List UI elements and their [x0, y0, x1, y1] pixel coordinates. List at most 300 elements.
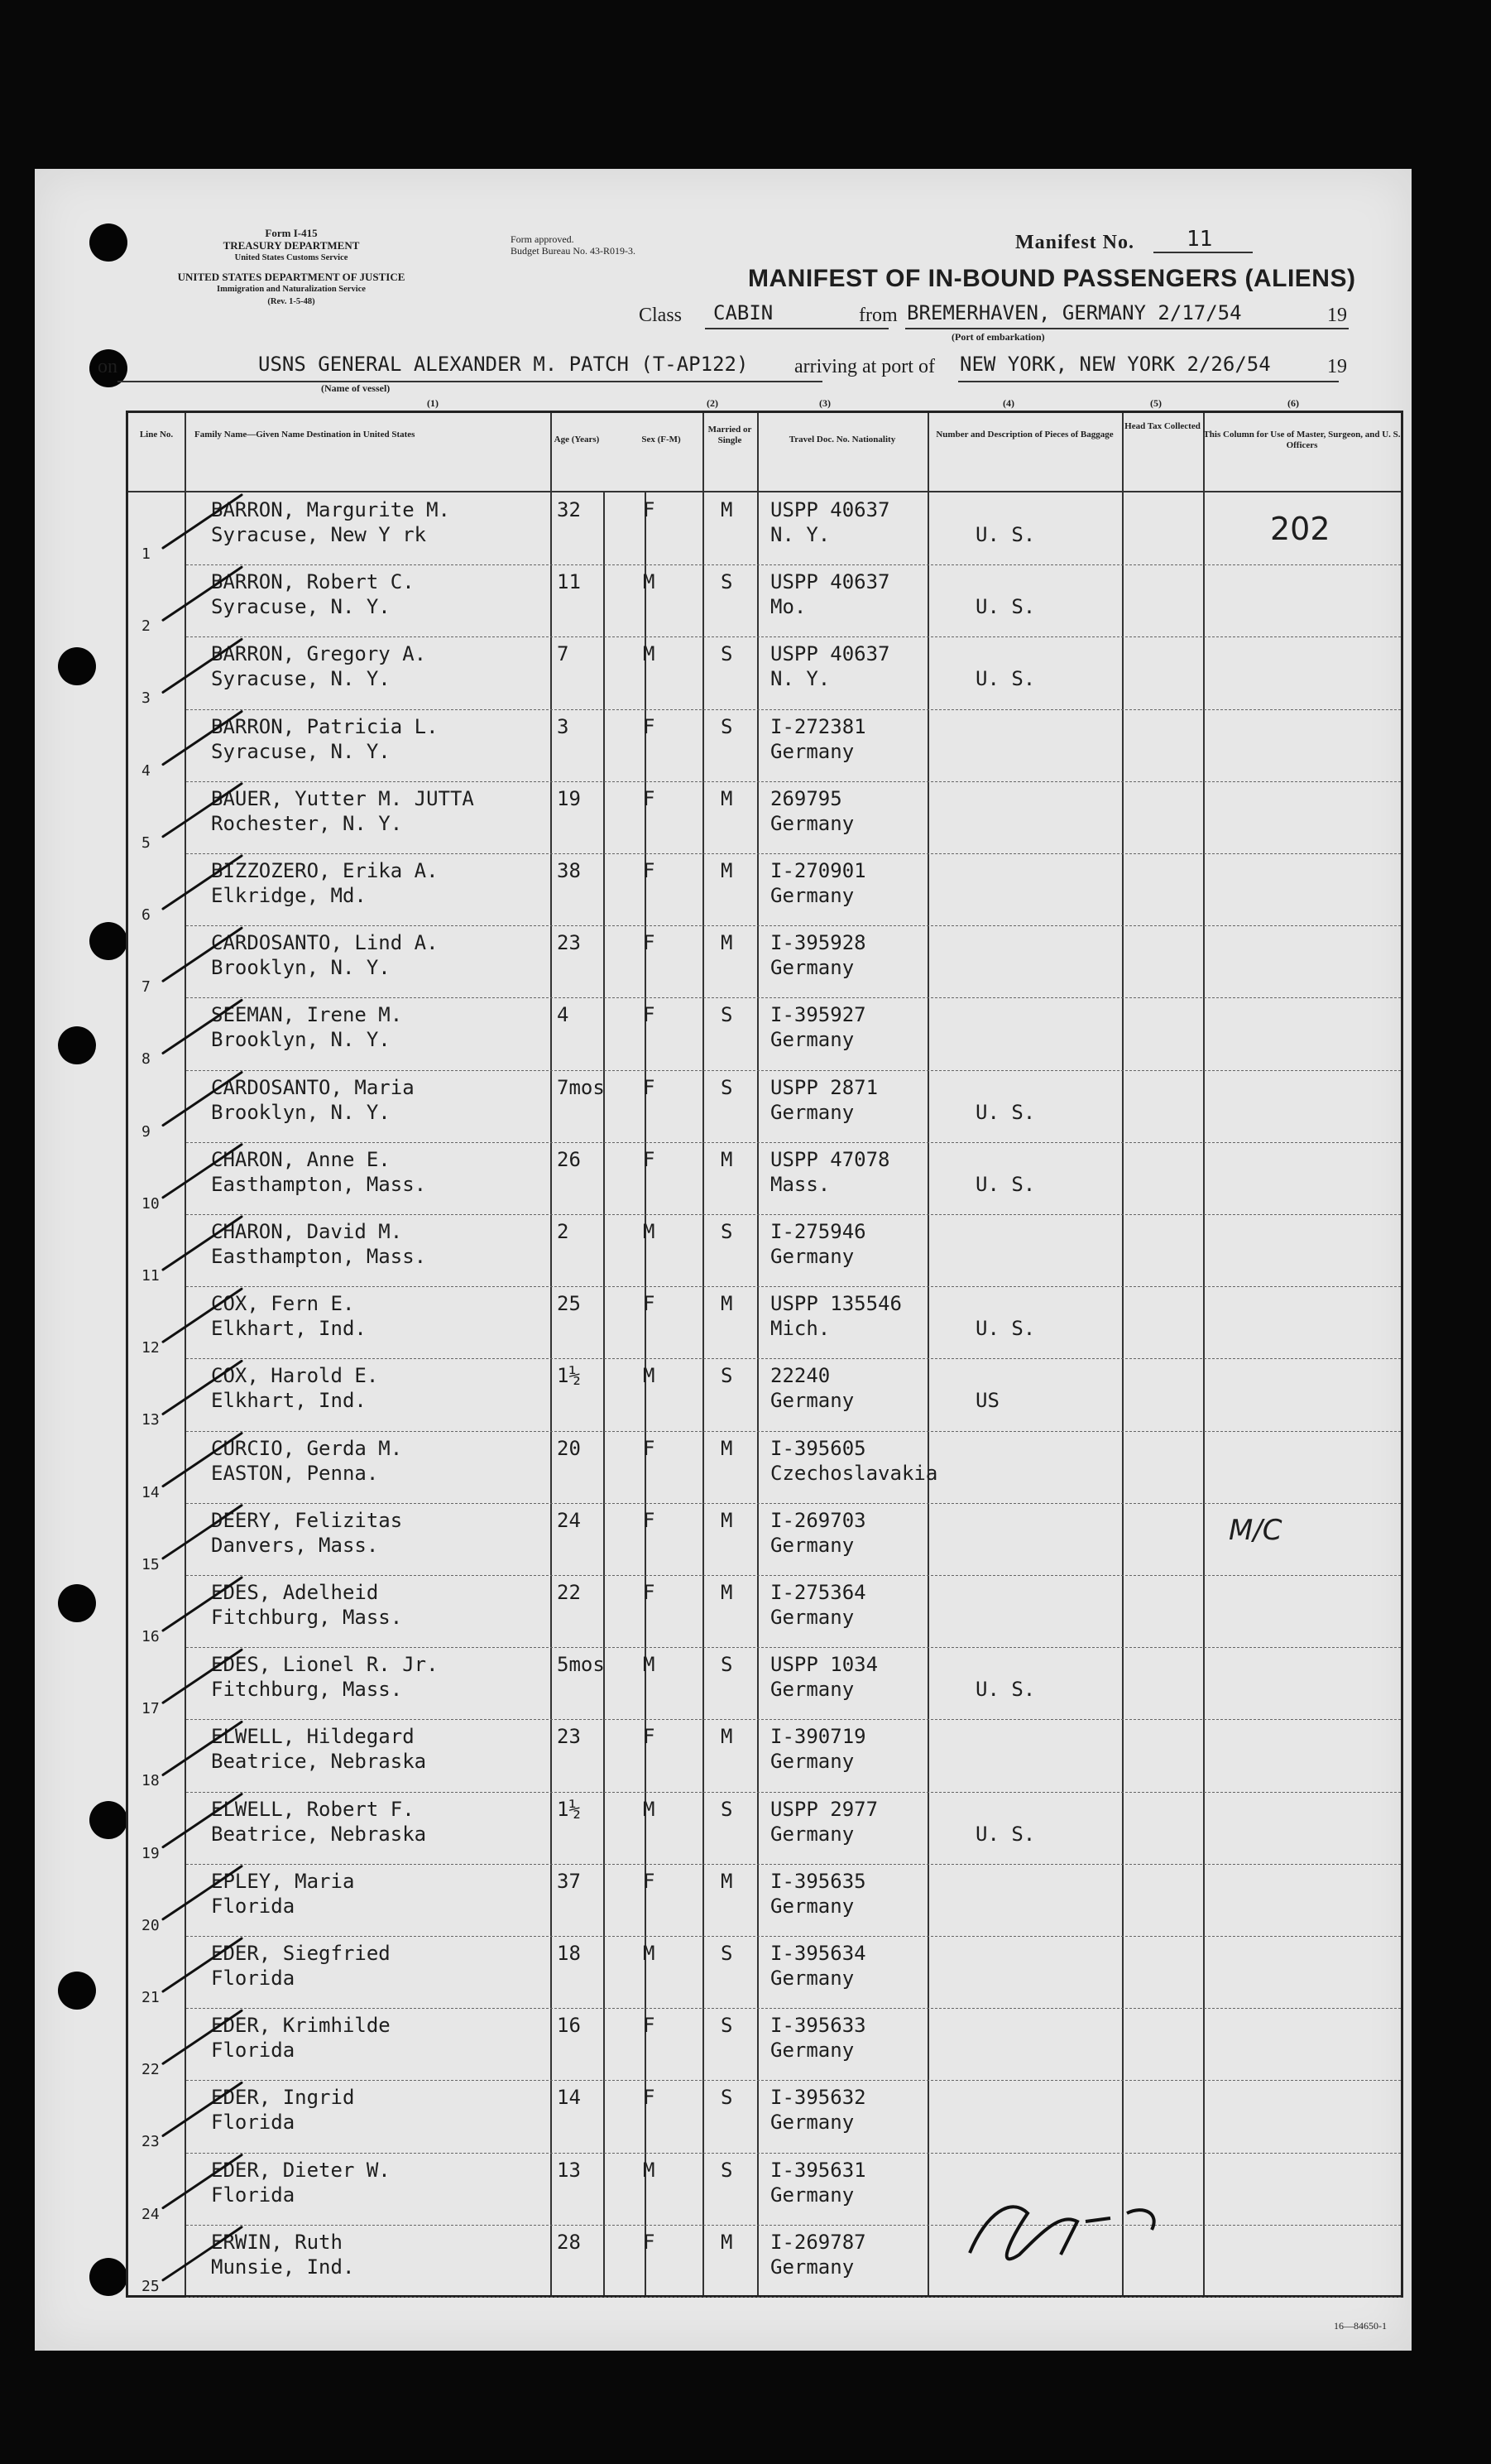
officer-number: 202 [1270, 511, 1330, 547]
binder-hole [58, 647, 96, 685]
line-number: 19 [141, 1844, 160, 1862]
nationality: Mo. [770, 595, 807, 619]
passenger-sex: M [643, 1797, 655, 1821]
row-separator [186, 1358, 1401, 1359]
nationality: Germany [770, 1606, 855, 1629]
col-header-sex: Sex (F-M) [641, 435, 681, 444]
nationality: Germany [770, 1967, 855, 1990]
passenger-age: 14 [557, 2086, 581, 2110]
passenger-name: ELWELL, Robert F. [211, 1797, 415, 1821]
passenger-sex: F [643, 2230, 655, 2254]
nationality: Germany [770, 956, 855, 980]
line-number: 18 [141, 1772, 160, 1790]
line-number: 12 [141, 1339, 160, 1357]
arrival-port: NEW YORK, NEW YORK 2/26/54 [960, 353, 1271, 376]
passenger-name: EDES, Lionel R. Jr. [211, 1653, 439, 1677]
line-number: 8 [141, 1050, 151, 1069]
col-divider [185, 413, 186, 2295]
ins-service: Immigration and Naturalization Service [217, 285, 366, 294]
row-separator [186, 1070, 1401, 1071]
marital-status: M [721, 859, 733, 882]
row-separator [186, 1719, 1401, 1720]
line-number: 16 [141, 1628, 160, 1645]
nationality: Germany [770, 1100, 855, 1124]
passenger-age: 24 [557, 1508, 581, 1532]
passenger-name: EDER, Krimhilde [211, 2014, 391, 2038]
col-num-1: (1) [427, 397, 439, 409]
marital-status: M [721, 931, 733, 955]
passenger-name: BARRON, Margurite M. [211, 498, 450, 521]
class-underline [705, 328, 889, 329]
passenger-age: 25 [557, 1292, 581, 1316]
col-header-name: Family Name—Given Name Destination in United States [194, 430, 415, 439]
col-header-officers: This Column for Use of Master, Surgeon, and U. S. Officers [1203, 430, 1401, 450]
travel-doc-number: USPP 2871 [770, 1075, 879, 1099]
marital-status: S [721, 1942, 733, 1965]
passenger-name: CARDOSANTO, Maria [211, 1075, 415, 1099]
passenger-sex: F [643, 1725, 655, 1749]
marital-status: M [721, 1292, 733, 1316]
form-revision: (Rev. 1-5-48) [267, 297, 315, 306]
passenger-destination: Elkhart, Ind. [211, 1317, 367, 1341]
passenger-name: ERWIN, Ruth [211, 2230, 343, 2254]
nationality: Germany [770, 811, 855, 835]
passenger-sex: F [643, 498, 655, 521]
travel-doc-number: I-275364 [770, 1581, 866, 1604]
travel-doc-number: 269795 [770, 786, 842, 810]
line-number: 10 [141, 1194, 160, 1213]
baggage-description: U. S. [976, 1678, 1036, 1702]
travel-doc-number: I-395632 [770, 2086, 866, 2110]
passenger-age: 37 [557, 1869, 581, 1893]
passenger-name: BARRON, Robert C. [211, 570, 415, 594]
customs-service: United States Customs Service [234, 253, 348, 262]
row-separator [186, 709, 1401, 710]
marital-status: S [721, 1364, 733, 1388]
col-num-2: (2) [707, 397, 718, 409]
manifest-no-label: Manifest No. [1015, 232, 1134, 253]
passenger-sex: F [643, 714, 655, 738]
travel-doc-number: I-395634 [770, 1942, 866, 1965]
line-number: 17 [141, 1700, 160, 1718]
passenger-destination: Elkridge, Md. [211, 884, 367, 907]
col-divider [550, 413, 552, 2295]
col-divider [1122, 413, 1124, 2295]
passenger-age: 13 [557, 2158, 581, 2182]
travel-doc-number: 22240 [770, 1364, 831, 1388]
nationality: Mich. [770, 1317, 831, 1341]
binder-hole [89, 1801, 127, 1839]
passenger-name: CARDOSANTO, Lind A. [211, 931, 439, 955]
marital-status: S [721, 1797, 733, 1821]
row-separator [186, 1575, 1401, 1576]
passenger-name: COX, Fern E. [211, 1292, 355, 1316]
binder-hole [89, 2258, 127, 2296]
passenger-name: CHARON, David M. [211, 1220, 403, 1243]
marital-status: S [721, 2086, 733, 2110]
passenger-destination: Beatrice, Nebraska [211, 1750, 427, 1774]
binder-hole [89, 922, 127, 960]
manifest-page [35, 169, 1412, 2351]
travel-doc-number: I-275946 [770, 1220, 866, 1243]
passenger-destination: Brooklyn, N. Y. [211, 1028, 391, 1052]
col-header-married: Married or Single [707, 425, 752, 445]
line-number: 4 [141, 761, 151, 780]
passenger-name: EPLEY, Maria [211, 1869, 355, 1893]
passenger-sex: M [643, 2158, 655, 2182]
row-separator [186, 636, 1401, 637]
marital-status: M [721, 786, 733, 810]
nationality: Czechoslavakia [770, 1461, 938, 1485]
passenger-destination: Florida [211, 2111, 295, 2135]
header-divider [128, 491, 1401, 492]
nationality: Germany [770, 1750, 855, 1774]
passenger-name: DEERY, Felizitas [211, 1508, 403, 1532]
form-number: Form I-415 [265, 227, 318, 239]
passenger-name: EDER, Dieter W. [211, 2158, 391, 2182]
col-header-baggage: Number and Description of Pieces of Baggage [936, 430, 1114, 439]
travel-doc-number: USPP 2977 [770, 1797, 879, 1821]
row-separator [186, 2080, 1401, 2081]
passenger-sex: F [643, 1292, 655, 1316]
nationality: Mass. [770, 1172, 831, 1196]
line-number: 20 [141, 1916, 160, 1934]
passenger-destination: Beatrice, Nebraska [211, 1822, 427, 1846]
row-separator [186, 1647, 1401, 1648]
line-number: 3 [141, 689, 151, 708]
row-separator [186, 1431, 1401, 1432]
nationality: Germany [770, 884, 855, 907]
marital-status: S [721, 2014, 733, 2038]
from-value: BREMERHAVEN, GERMANY 2/17/54 [907, 301, 1242, 324]
passenger-sex: F [643, 931, 655, 955]
agency-header [126, 227, 457, 308]
nationality: Germany [770, 2111, 855, 2135]
passenger-age: 4 [557, 1003, 569, 1027]
travel-doc-number: I-269703 [770, 1508, 866, 1532]
line-number: 9 [141, 1122, 151, 1141]
passenger-destination: Easthampton, Mass. [211, 1245, 427, 1268]
travel-doc-number: USPP 135546 [770, 1292, 902, 1316]
passenger-name: SEEMAN, Irene M. [211, 1003, 403, 1027]
passenger-sex: F [643, 1147, 655, 1171]
passenger-sex: F [643, 1581, 655, 1604]
passenger-sex: F [643, 1436, 655, 1460]
nationality: Germany [770, 1389, 855, 1413]
marital-status: S [721, 1003, 733, 1027]
row-separator [186, 997, 1401, 998]
nationality: Germany [770, 2183, 855, 2207]
passenger-age: 16 [557, 2014, 581, 2038]
justice-dept: UNITED STATES DEPARTMENT OF JUSTICE [177, 271, 405, 283]
port-embark-caption: (Port of embarkation) [952, 331, 1045, 343]
passenger-name: BARRON, Gregory A. [211, 642, 427, 666]
marital-status: M [721, 1581, 733, 1604]
col-header-line: Line No. [139, 430, 174, 439]
passenger-sex: F [643, 2014, 655, 2038]
passenger-destination: Easthampton, Mass. [211, 1172, 427, 1196]
binder-hole [89, 223, 127, 262]
vessel-underline [117, 381, 822, 382]
travel-doc-number: I-395928 [770, 931, 866, 955]
travel-doc-number: I-390719 [770, 1725, 866, 1749]
passenger-name: BAUER, Yutter M. JUTTA [211, 786, 474, 810]
row-separator [186, 2225, 1401, 2226]
travel-doc-number: I-395635 [770, 1869, 866, 1893]
passenger-sex: M [643, 1364, 655, 1388]
passenger-age: 7mos [557, 1075, 605, 1099]
passenger-sex: F [643, 786, 655, 810]
row-separator [186, 853, 1401, 854]
travel-doc-number: I-395927 [770, 1003, 866, 1027]
officer-handwritten-note: M/C [1229, 1514, 1282, 1547]
passenger-name: BIZZOZERO, Erika A. [211, 859, 439, 882]
passenger-age: 1½ [557, 1364, 581, 1388]
row-separator [186, 564, 1401, 565]
marital-status: S [721, 1653, 733, 1677]
nationality: Germany [770, 739, 855, 763]
passenger-sex: F [643, 1075, 655, 1099]
passenger-age: 38 [557, 859, 581, 882]
col-divider [603, 492, 605, 2295]
passenger-destination: Florida [211, 2183, 295, 2207]
nationality: Germany [770, 1894, 855, 1918]
passenger-destination: Brooklyn, N. Y. [211, 956, 391, 980]
row-separator [186, 925, 1401, 926]
line-number: 6 [141, 906, 151, 924]
baggage-description: U. S. [976, 523, 1036, 546]
nationality: Germany [770, 1028, 855, 1052]
passenger-age: 23 [557, 931, 581, 955]
line-number: 13 [141, 1411, 160, 1429]
passenger-name: BARRON, Patricia L. [211, 714, 439, 738]
col-header-travel-doc: Travel Doc. No. Nationality [789, 435, 896, 444]
passenger-name: ELWELL, Hildegard [211, 1725, 415, 1749]
passenger-age: 19 [557, 786, 581, 810]
passenger-age: 11 [557, 570, 581, 594]
col-num-3: (3) [819, 397, 831, 409]
baggage-description: U. S. [976, 1822, 1036, 1846]
nationality: Germany [770, 2255, 855, 2279]
passenger-destination: Syracuse, New Y rk [211, 523, 427, 546]
marital-status: S [721, 714, 733, 738]
travel-doc-number: USPP 40637 [770, 498, 890, 521]
arriving-label: arriving at port of [794, 356, 935, 377]
col-num-6: (6) [1287, 397, 1299, 409]
passenger-destination: EASTON, Penna. [211, 1461, 379, 1485]
marital-status: M [721, 1725, 733, 1749]
row-separator [186, 1286, 1401, 1287]
line-number: 24 [141, 2205, 160, 2223]
nationality: Germany [770, 1678, 855, 1702]
row-separator [186, 2008, 1401, 2009]
passenger-age: 2 [557, 1220, 569, 1243]
marital-status: M [721, 2230, 733, 2254]
baggage-description: U. S. [976, 1317, 1036, 1341]
line-number: 14 [141, 1483, 160, 1501]
manifest-no-value: 11 [1187, 227, 1213, 252]
line-number: 22 [141, 2061, 160, 2079]
passenger-sex: F [643, 1508, 655, 1532]
passenger-sex: F [643, 1003, 655, 1027]
baggage-description: U. S. [976, 595, 1036, 619]
marital-status: M [721, 1508, 733, 1532]
travel-doc-number: I-395631 [770, 2158, 866, 2182]
passenger-destination: Danvers, Mass. [211, 1533, 379, 1557]
class-value: CABIN [713, 301, 774, 324]
passenger-destination: Florida [211, 2039, 295, 2063]
baggage-description: U. S. [976, 667, 1036, 691]
col-header-age: Age (Years) [554, 435, 600, 444]
passenger-destination: Rochester, N. Y. [211, 811, 403, 835]
baggage-description: US [976, 1389, 1000, 1413]
binder-hole [58, 1026, 96, 1064]
travel-doc-number: USPP 1034 [770, 1653, 879, 1677]
row-separator [186, 1792, 1401, 1793]
travel-doc-number: I-272381 [770, 714, 866, 738]
passenger-destination: Munsie, Ind. [211, 2255, 355, 2279]
passenger-destination: Syracuse, N. Y. [211, 739, 391, 763]
nationality: Germany [770, 1533, 855, 1557]
col-num-4: (4) [1003, 397, 1014, 409]
travel-doc-number: I-395633 [770, 2014, 866, 2038]
travel-doc-number: I-395605 [770, 1436, 866, 1460]
travel-doc-number: I-270901 [770, 859, 866, 882]
passenger-age: 23 [557, 1725, 581, 1749]
form-approval [511, 233, 635, 257]
passenger-sex: F [643, 1869, 655, 1893]
line-number: 23 [141, 2133, 160, 2151]
marital-status: M [721, 1869, 733, 1893]
passenger-destination: Elkhart, Ind. [211, 1389, 367, 1413]
line-number: 25 [141, 2277, 160, 2295]
passenger-age: 1½ [557, 1797, 581, 1821]
passenger-age: 26 [557, 1147, 581, 1171]
passenger-name: EDES, Adelheid [211, 1581, 379, 1604]
vessel-caption: (Name of vessel) [321, 382, 391, 394]
from-label: from [859, 305, 898, 326]
nationality: Germany [770, 1245, 855, 1268]
travel-doc-number: USPP 47078 [770, 1147, 890, 1171]
col-num-5: (5) [1150, 397, 1162, 409]
line-number: 5 [141, 833, 151, 852]
nationality: Germany [770, 2039, 855, 2063]
passenger-age: 28 [557, 2230, 581, 2254]
treasury-dept: TREASURY DEPARTMENT [223, 239, 360, 252]
passenger-destination: Florida [211, 1894, 295, 1918]
passenger-destination: Fitchburg, Mass. [211, 1606, 403, 1629]
row-separator [186, 1936, 1401, 1937]
travel-doc-number: USPP 40637 [770, 642, 890, 666]
baggage-description: U. S. [976, 1100, 1036, 1124]
marital-status: S [721, 1220, 733, 1243]
travel-doc-number: USPP 40637 [770, 570, 890, 594]
passenger-age: 18 [557, 1942, 581, 1965]
marital-status: S [721, 642, 733, 666]
from-underline [905, 328, 1349, 329]
travel-doc-number: I-269787 [770, 2230, 866, 2254]
footer-code: 16—84650-1 [1334, 2320, 1387, 2332]
marital-status: S [721, 2158, 733, 2182]
passenger-destination: Syracuse, N. Y. [211, 667, 391, 691]
passenger-name: EDER, Ingrid [211, 2086, 355, 2110]
row-separator [186, 1142, 1401, 1143]
binder-hole [58, 1584, 96, 1622]
line-number: 7 [141, 978, 151, 997]
arrival-underline [958, 381, 1339, 382]
marital-status: M [721, 1147, 733, 1171]
passenger-destination: Florida [211, 1967, 295, 1990]
col-divider [1203, 413, 1205, 2295]
passenger-sex: F [643, 859, 655, 882]
marital-status: M [721, 1436, 733, 1460]
passenger-sex: M [643, 1220, 655, 1243]
passenger-name: EDER, Siegfried [211, 1942, 391, 1965]
line-number: 11 [141, 1267, 160, 1285]
passenger-age: 3 [557, 714, 569, 738]
year-label-2: 19 [1327, 356, 1347, 377]
marital-status: S [721, 570, 733, 594]
class-label: Class [639, 305, 683, 326]
row-separator [186, 1864, 1401, 1865]
row-separator [186, 2153, 1401, 2154]
marital-status: M [721, 498, 733, 521]
col-header-head-tax: Head Tax Collected [1124, 421, 1201, 431]
passenger-sex: M [643, 1942, 655, 1965]
row-separator [186, 1214, 1401, 1215]
line-number: 21 [141, 1989, 160, 2006]
on-label: on [98, 356, 117, 377]
baggage-description: U. S. [976, 1172, 1036, 1196]
budget-text: Budget Bureau No. 43-R019-3. [511, 245, 635, 257]
passenger-age: 32 [557, 498, 581, 521]
row-separator [186, 781, 1401, 782]
passenger-sex: M [643, 642, 655, 666]
passenger-destination: Brooklyn, N. Y. [211, 1100, 391, 1124]
nationality: Germany [770, 1822, 855, 1846]
passenger-sex: F [643, 2086, 655, 2110]
col-divider [757, 413, 759, 2295]
year-label-1: 19 [1327, 305, 1347, 326]
passenger-age: 5mos [557, 1653, 605, 1677]
passenger-age: 20 [557, 1436, 581, 1460]
col-divider [928, 413, 929, 2295]
line-number: 2 [141, 617, 151, 636]
document-title: MANIFEST OF IN-BOUND PASSENGERS (ALIENS) [748, 265, 1356, 292]
binder-hole [58, 1972, 96, 2010]
manifest-no-underline [1153, 252, 1253, 253]
passenger-name: COX, Harold E. [211, 1364, 379, 1388]
passenger-sex: M [643, 570, 655, 594]
passenger-name: CHARON, Anne E. [211, 1147, 391, 1171]
nationality: N. Y. [770, 523, 831, 546]
passenger-table [126, 411, 1403, 2298]
passenger-age: 7 [557, 642, 569, 666]
col-divider [702, 413, 704, 2295]
line-number: 15 [141, 1555, 160, 1573]
nationality: N. Y. [770, 667, 831, 691]
marital-status: S [721, 1075, 733, 1099]
row-separator [186, 1503, 1401, 1504]
passenger-destination: Syracuse, N. Y. [211, 595, 391, 619]
vessel-name: USNS GENERAL ALEXANDER M. PATCH (T-AP122) [258, 353, 749, 376]
passenger-age: 22 [557, 1581, 581, 1604]
passenger-destination: Fitchburg, Mass. [211, 1678, 403, 1702]
passenger-sex: M [643, 1653, 655, 1677]
line-number: 1 [141, 545, 151, 563]
row-separator [186, 2297, 1401, 2298]
approved-text: Form approved. [511, 233, 574, 245]
